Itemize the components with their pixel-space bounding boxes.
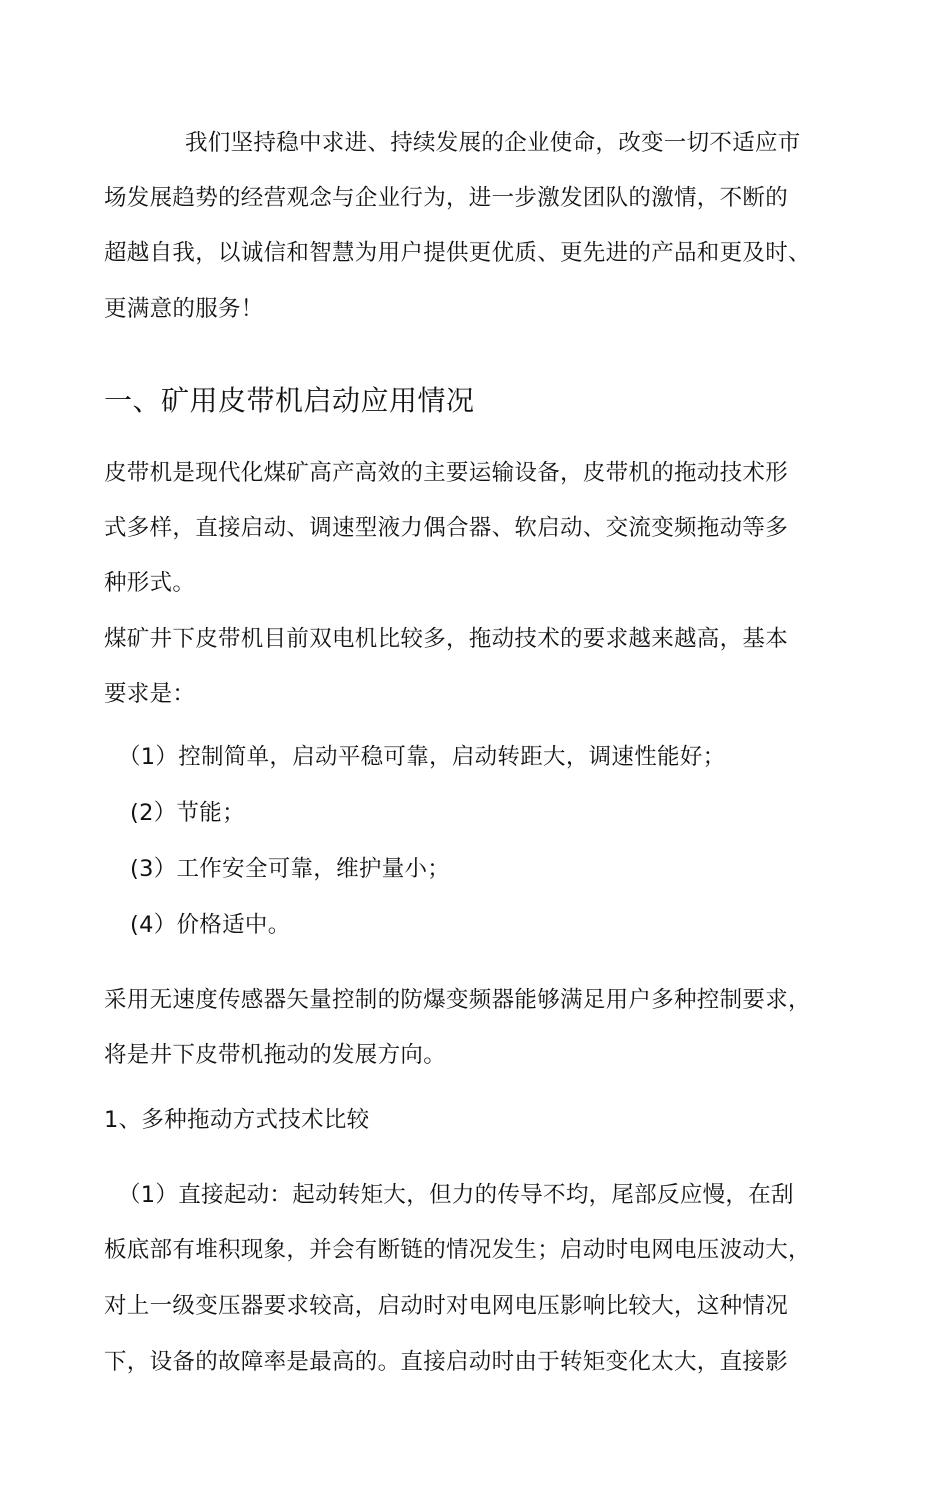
requirement-item-3: (3）工作安全可靠，维护量小； [130, 856, 451, 882]
para2-line-2: 要求是： [104, 681, 196, 707]
para1-line-1: 皮带机是现代化煤矿高产高效的主要运输设备，皮带机的拖动技术形 [104, 460, 789, 486]
intro-line-1: 我们坚持稳中求进、持续发展的企业使命，改变一切不适应市 [185, 130, 801, 156]
para4-line-3: 对上一级变压器要求较高，启动时对电网电压影响比较大，这种情况 [104, 1293, 789, 1319]
para4-line-1: （1）直接起动：起动转矩大，但力的传导不均，尾部反应慢，在刮 [118, 1182, 794, 1208]
intro-line-3: 超越自我，以诚信和智慧为用户提供更优质、更先进的产品和更及时、 [104, 240, 811, 266]
para4-line-4: 下，设备的故障率是最高的。直接启动时由于转矩变化太大，直接影 [104, 1349, 789, 1375]
para2-line-1: 煤矿井下皮带机目前双电机比较多，拖动技术的要求越来越高，基本 [104, 626, 789, 652]
para1-line-2: 式多样，直接启动、调速型液力偶合器、软启动、交流变频拖动等多 [104, 515, 789, 541]
requirement-item-1: （1）控制简单，启动平稳可靠，启动转距大，调速性能好； [118, 744, 726, 770]
para3-line-1: 采用无速度传感器矢量控制的防爆变频器能够满足用户多种控制要求， [104, 987, 811, 1013]
section-heading: 一、矿用皮带机启动应用情况 [104, 384, 475, 417]
subheading: 1、多种拖动方式技术比较 [104, 1107, 370, 1133]
requirement-item-4: (4）价格适中。 [130, 912, 291, 938]
requirement-item-2: (2）节能； [130, 800, 245, 826]
para1-line-3: 种形式。 [104, 570, 196, 596]
intro-line-4: 更满意的服务！ [104, 296, 264, 322]
para3-line-2: 将是井下皮带机拖动的发展方向。 [104, 1042, 447, 1068]
para4-line-2: 板底部有堆积现象，并会有断链的情况发生；启动时电网电压波动大， [104, 1237, 811, 1263]
intro-line-2: 场发展趋势的经营观念与企业行为，进一步激发团队的激情，不断的 [104, 185, 789, 211]
